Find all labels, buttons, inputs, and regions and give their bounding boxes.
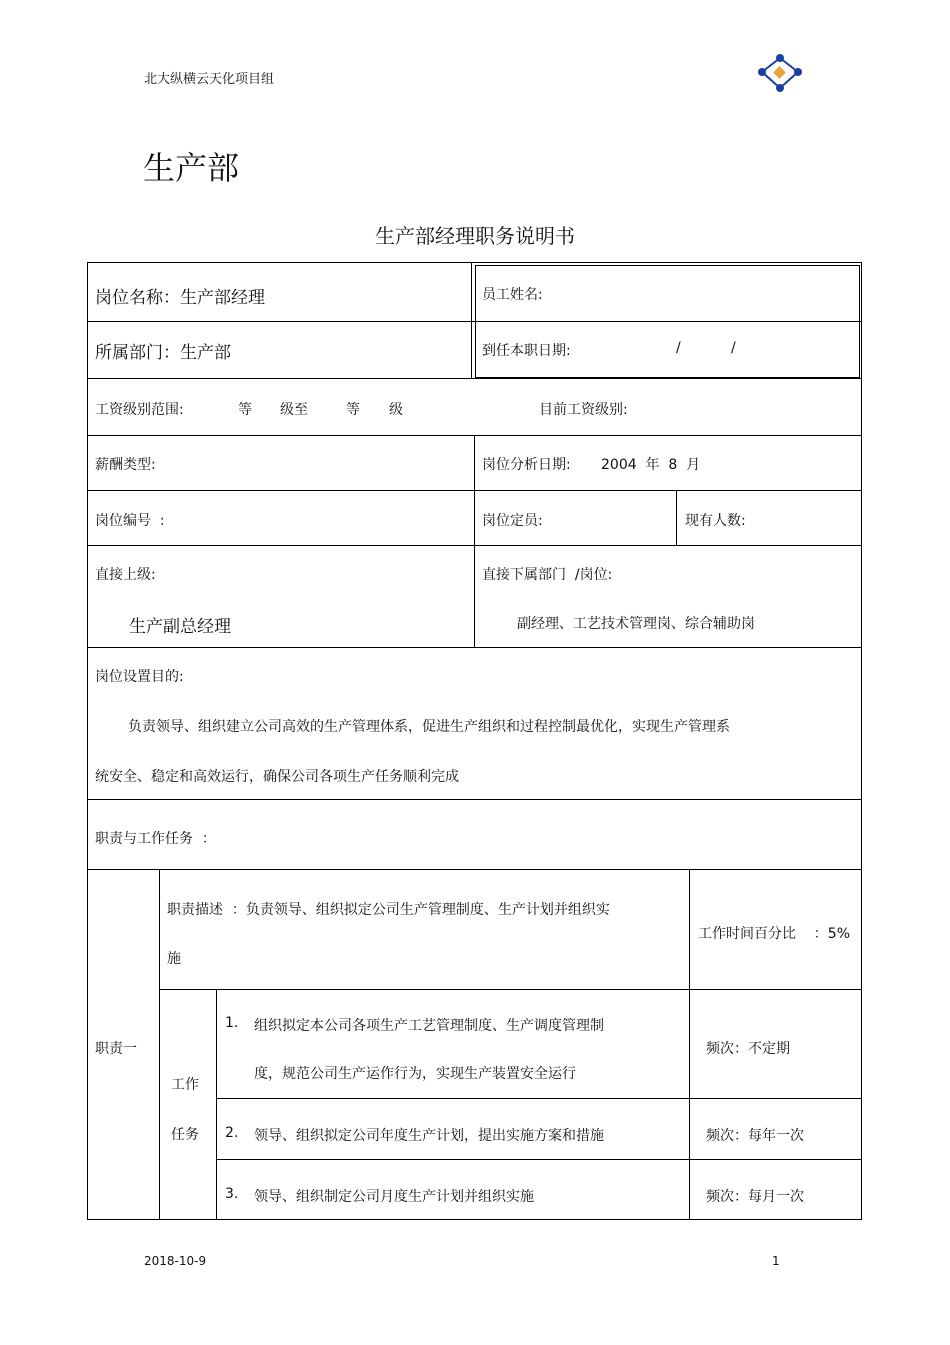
salary-range-label: 工资级别范围: <box>95 402 184 418</box>
subordinate-value: 副经理、工艺技术管理岗、综合辅助岗 <box>517 616 755 632</box>
salary-range-ji: 级 <box>389 402 403 418</box>
salary-range-deng-2: 等 <box>346 402 360 418</box>
task-1-line-1: 组织拟定本公司各项生产工艺管理制度、生产调度管理制 <box>254 1018 604 1034</box>
analysis-date-value: 2004 年 8 月 <box>601 457 701 473</box>
start-date-sep-2: / <box>731 340 736 356</box>
task-3-frequency: 频次：每月一次 <box>706 1189 804 1205</box>
task-1-number: 1. <box>225 1015 239 1031</box>
duty-1-label: 职责一 <box>95 1041 137 1057</box>
department-heading: 生产部 <box>143 149 240 187</box>
task-2-frequency: 频次：每年一次 <box>706 1128 804 1144</box>
salary-range-deng-1: 等 <box>238 402 252 418</box>
document-title: 生产部经理职务说明书 <box>375 224 575 248</box>
position-number-label: 岗位编号 : <box>95 513 165 529</box>
position-name: 岗位名称：生产部经理 <box>95 288 265 308</box>
current-grade-label: 目前工资级别: <box>539 402 628 418</box>
task-2-line-1: 领导、组织拟定公司年度生产计划，提出实施方案和措施 <box>254 1128 604 1144</box>
employee-name-field: 员工姓名: <box>482 287 543 303</box>
task-3-line-1: 领导、组织制定公司月度生产计划并组织实施 <box>254 1189 534 1205</box>
page-number: 1 <box>772 1254 780 1268</box>
duty-1-desc-line-2: 施 <box>167 951 181 967</box>
task-1-line-2: 度，规范公司生产运作行为，实现生产装置安全运行 <box>254 1066 576 1082</box>
purpose-text-line-2: 统安全、稳定和高效运行，确保公司各项生产任务顺利完成 <box>95 769 459 785</box>
purpose-label: 岗位设置目的: <box>95 669 184 685</box>
company-logo-icon <box>756 54 804 94</box>
tasks-label-line-2: 任务 <box>171 1127 199 1143</box>
org-name: 北大纵横云天化项目组 <box>144 72 275 87</box>
pay-type-label: 薪酬类型: <box>95 457 156 473</box>
superior-value: 生产副总经理 <box>129 617 231 637</box>
tasks-label-line-1: 工作 <box>171 1077 199 1093</box>
superior-label: 直接上级: <box>95 567 156 583</box>
footer-date: 2018-10-9 <box>144 1254 207 1268</box>
current-count-label: 现有人数: <box>685 513 746 529</box>
salary-range-ji-to: 级至 <box>280 402 308 418</box>
department-field: 所属部门：生产部 <box>95 343 231 363</box>
start-date-sep-1: / <box>676 340 681 356</box>
start-date-label: 到任本职日期: <box>482 343 571 359</box>
task-3-number: 3. <box>225 1186 239 1202</box>
task-2-number: 2. <box>225 1125 239 1141</box>
task-1-frequency: 频次：不定期 <box>706 1041 790 1057</box>
subordinate-label: 直接下属部门 /岗位: <box>482 567 613 583</box>
purpose-text-line-1: 负责领导、组织建立公司高效的生产管理体系，促进生产组织和过程控制最优化，实现生产管理系 <box>128 719 730 735</box>
duty-1-desc-line-1: 职责描述 ：负责领导、组织拟定公司生产管理制度、生产计划并组织实 <box>167 902 610 918</box>
duty-1-time-percent: 工作时间百分比 ：5% <box>698 926 851 942</box>
quota-label: 岗位定员: <box>482 513 543 529</box>
analysis-date-label: 岗位分析日期: <box>482 457 571 473</box>
duties-label: 职责与工作任务 ： <box>95 831 216 847</box>
